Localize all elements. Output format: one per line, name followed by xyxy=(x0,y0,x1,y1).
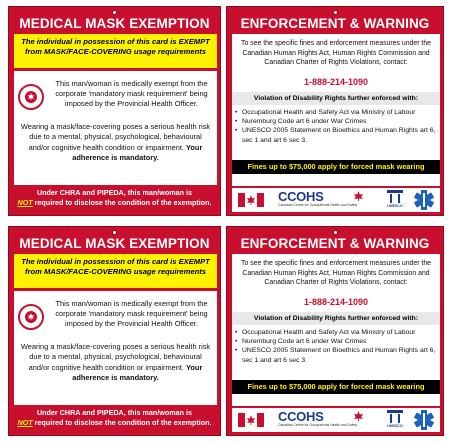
seal-icon xyxy=(18,84,44,110)
list-item: • Occupational Health and Safety Act via Ministry of Labour xyxy=(235,328,438,337)
logo-strip xyxy=(232,408,440,432)
list-item: • UNESCO 2005 Statement on Bioethics and Human Rights art 6, sec 1 and art 6 sec 3. xyxy=(235,346,438,364)
enforcement-intro: To see the specific fines and enforcement measures under the Canadian Human Rights Act, Human Rights Commission and Canadian Charter of Rights Violations, contact: xyxy=(241,40,431,67)
exemption-paragraph-2: Wearing a mask/face-covering poses a serious health risk due to a mental, physical, psychological, behavioural and/or cognitive health condition or impairment. Your adherence is mandatory. xyxy=(20,342,211,383)
star-of-life-icon xyxy=(414,410,434,430)
canada-flag-icon xyxy=(238,413,264,427)
maple-leaf-icon xyxy=(354,191,363,201)
exemption-paragraph-2: Wearing a mask/face-covering poses a serious health risk due to a mental, physical, psychological, behavioural and/or cognitive health condition or impairment. Your adherence is mandatory. xyxy=(20,122,211,163)
enforcement-card xyxy=(226,6,444,216)
star-of-life-icon xyxy=(414,190,434,210)
violation-heading: Violation of Disability Rights further enforced with: xyxy=(232,312,440,325)
exemption-card xyxy=(8,6,221,216)
exemption-footer: Under CHRA and PIPEDA, this man/woman is NOT required to disclose the condition of the exemption. xyxy=(17,408,212,427)
unesco-logo: UNESCO xyxy=(384,410,406,430)
violation-heading: Violation of Disability Rights further enforced with: xyxy=(232,92,440,105)
punch-hole xyxy=(112,10,117,15)
fines-banner: Fines up to $75,000 apply for forced mask wearing xyxy=(232,380,440,394)
not-emphasis: NOT xyxy=(17,197,33,207)
exemption-paragraph-1: This man/woman is medically exempt from the corporate 'mandatory mask requirement' being imposed by the Provincial Health Officer. xyxy=(55,299,208,328)
ccohs-logo: CCOHS Canadian Centre for Occupational Health and Safety xyxy=(278,189,376,211)
maple-leaf-icon xyxy=(354,411,363,421)
canada-flag-icon xyxy=(238,193,264,207)
unesco-logo: UNESCO xyxy=(384,190,406,210)
exemption-body xyxy=(14,71,217,185)
punch-hole xyxy=(333,10,338,15)
enforcement-list xyxy=(235,108,438,145)
logo-strip xyxy=(232,188,440,212)
seal-icon xyxy=(18,304,44,330)
enforcement-list xyxy=(235,328,438,365)
adherence-emphasis: Your adherence is mandatory. xyxy=(72,142,203,163)
enforcement-body xyxy=(232,34,440,186)
exemption-footer: Under CHRA and PIPEDA, this man/woman is NOT required to disclose the condition of the exemption. xyxy=(17,188,212,207)
exempt-notice: The individual in possession of this card is EXEMPT from MASK/FACE-COVERING usage requirements xyxy=(14,34,217,68)
enforcement-title: ENFORCEMENT & WARNING xyxy=(240,16,430,31)
enforcement-intro: To see the specific fines and enforcement measures under the Canadian Human Rights Act, Human Rights Commission and Canadian Charter of Rights Violations, contact: xyxy=(241,260,431,287)
exemption-paragraph-1: This man/woman is medically exempt from the corporate 'mandatory mask requirement' being imposed by the Provincial Health Officer. xyxy=(55,79,208,108)
punch-hole xyxy=(333,230,338,235)
punch-hole xyxy=(112,230,117,235)
exemption-title: MEDICAL MASK EXEMPTION xyxy=(19,16,210,31)
card-sheet-bottom xyxy=(8,226,444,436)
exemption-title: MEDICAL MASK EXEMPTION xyxy=(19,236,210,251)
enforcement-title: ENFORCEMENT & WARNING xyxy=(240,236,430,251)
list-item: • UNESCO 2005 Statement on Bioethics and Human Rights art 6, sec 1 and art 6 sec 3. xyxy=(235,126,438,144)
contact-phone: 1-888-214-1090 xyxy=(303,297,369,307)
list-item: • Nuremburg Code art 6 under War Crimes xyxy=(235,117,438,126)
ccohs-logo: CCOHS Canadian Centre for Occupational Health and Safety xyxy=(278,409,376,431)
not-emphasis: NOT xyxy=(17,417,33,427)
list-item: • Nuremburg Code art 6 under War Crimes xyxy=(235,337,438,346)
enforcement-card xyxy=(226,226,444,436)
exemption-body xyxy=(14,291,217,405)
exemption-card xyxy=(8,226,221,436)
enforcement-body xyxy=(232,254,440,406)
list-item: • Occupational Health and Safety Act via Ministry of Labour xyxy=(235,108,438,117)
temple-icon xyxy=(387,190,403,203)
card-sheet-top xyxy=(8,6,444,216)
temple-icon xyxy=(387,410,403,423)
exempt-notice: The individual in possession of this card is EXEMPT from MASK/FACE-COVERING usage requirements xyxy=(14,254,217,288)
adherence-emphasis: Your adherence is mandatory. xyxy=(72,362,203,383)
contact-phone: 1-888-214-1090 xyxy=(303,77,369,87)
fines-banner: Fines up to $75,000 apply for forced mask wearing xyxy=(232,160,440,174)
